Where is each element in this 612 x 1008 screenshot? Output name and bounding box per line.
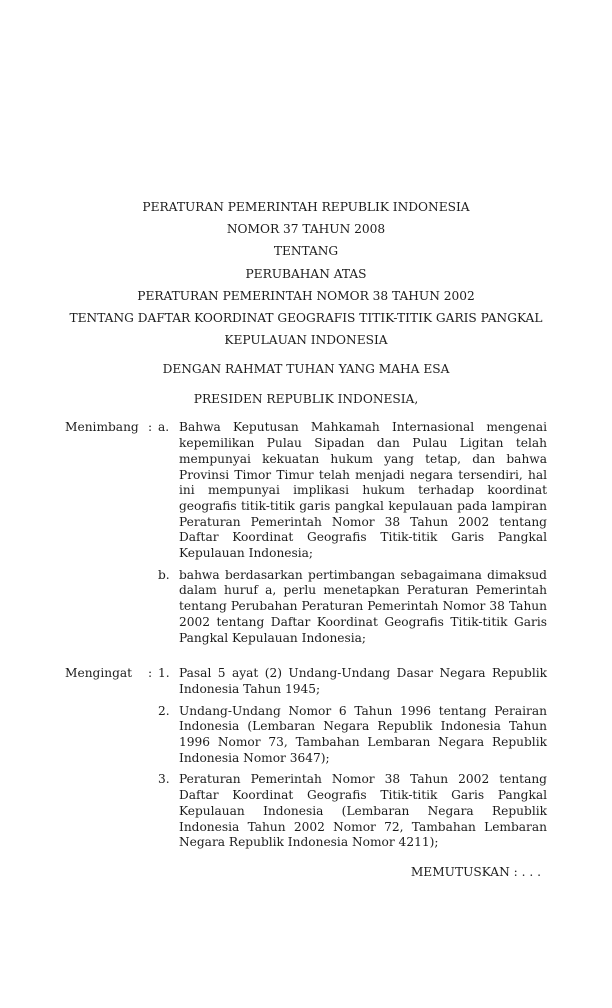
- menimbang-colon: :: [148, 420, 153, 435]
- item-text: bahwa berdasarkan pertimbangan sebagaimana dimaksud dalam huruf a, perlu menetapkan Peraturan Pemerintah tentang Perubahan Peraturan Pemerintah Nomor 38 Tahun 2002 tentang Daftar Koordinat Geografis Titik-titik Garis Pangkal Kepulauan Indonesia;: [179, 567, 547, 645]
- title-line-subject-2: KEPULAUAN INDONESIA: [224, 333, 388, 348]
- item-marker: 1.: [158, 666, 170, 681]
- item-text: Undang-Undang Nomor 6 Tahun 1996 tentang Perairan Indonesia (Lembaran Negara Republik Indonesia Tahun 1996 Nomor 73, Tambahan Lembaran Negara Republik Indonesia Nomor 3647);: [179, 703, 547, 765]
- title-line-subject: TENTANG DAFTAR KOORDINAT GEOGRAFIS TITIK-TITIK GARIS PANGKAL: [69, 311, 543, 326]
- item-text: Pasal 5 ayat (2) Undang-Undang Dasar Negara Republik Indonesia Tahun 1945;: [179, 666, 547, 696]
- item-marker: a.: [158, 420, 170, 435]
- empty-colon-cell: [148, 568, 158, 647]
- empty-colon-cell: [148, 772, 158, 851]
- mengingat-item-2: [65, 704, 547, 767]
- mengingat-label: Mengingat: [65, 666, 133, 681]
- mengingat-section: [65, 666, 547, 851]
- mengingat-item-3: [65, 772, 547, 851]
- invocation-line: DENGAN RAHMAT TUHAN YANG MAHA ESA: [162, 362, 450, 377]
- title-line-number: NOMOR 37 TAHUN 2008: [226, 222, 386, 237]
- title-line-referenced-regulation: PERATURAN PEMERINTAH NOMOR 38 TAHUN 2002: [137, 288, 475, 303]
- title-line-tentang: TENTANG: [273, 244, 339, 259]
- document-title-block: [65, 196, 547, 351]
- item-marker: 2.: [158, 703, 170, 718]
- menimbang-section: [65, 420, 547, 646]
- menimbang-item-b: [65, 568, 547, 647]
- empty-label-cell: [65, 568, 148, 647]
- item-marker: 3.: [158, 772, 170, 787]
- authority-line: PRESIDEN REPUBLIK INDONESIA,: [193, 392, 419, 407]
- title-line-regulation: PERATURAN PEMERINTAH REPUBLIK INDONESIA: [142, 200, 470, 214]
- mengingat-item-1: [65, 666, 547, 697]
- empty-label-cell: [65, 772, 148, 851]
- item-text: Peraturan Pemerintah Nomor 38 Tahun 2002 tentang Daftar Koordinat Geografis Titik-titik Garis Pangkal Kepulauan Indonesia (Lembaran Negara Republik Indonesia Tahun 2002 Nomor 72, Tambahan Lembaran Negara Republik Indonesia Nomor 4211);: [179, 772, 547, 850]
- item-marker: b.: [158, 567, 170, 582]
- memutuskan-continuation-line: MEMUTUSKAN : . . .: [410, 865, 541, 879]
- menimbang-label: Menimbang: [65, 420, 139, 435]
- title-line-perubahan: PERUBAHAN ATAS: [245, 266, 367, 281]
- mengingat-colon: :: [148, 666, 153, 681]
- item-text: Bahwa Keputusan Mahkamah Internasional mengenai kepemilikan Pulau Sipadan dan Pulau Ligitan telah mempunyai kekuatan hukum yang tetap, dan bahwa Provinsi Timor Timur telah menjadi negara tersendiri, hal ini mempunyai implikasi hukum terhadap koordinat geografis titik-titik garis pangkal kepulauan pada lampiran Peraturan Pemerintah Nomor 38 Tahun 2002 tentang Daftar Koordinat Geografis Titik-titik Garis Pangkal Kepulauan Indonesia;: [179, 420, 547, 561]
- menimbang-item-a: [65, 420, 547, 561]
- empty-colon-cell: [148, 704, 158, 767]
- empty-label-cell: [65, 704, 148, 767]
